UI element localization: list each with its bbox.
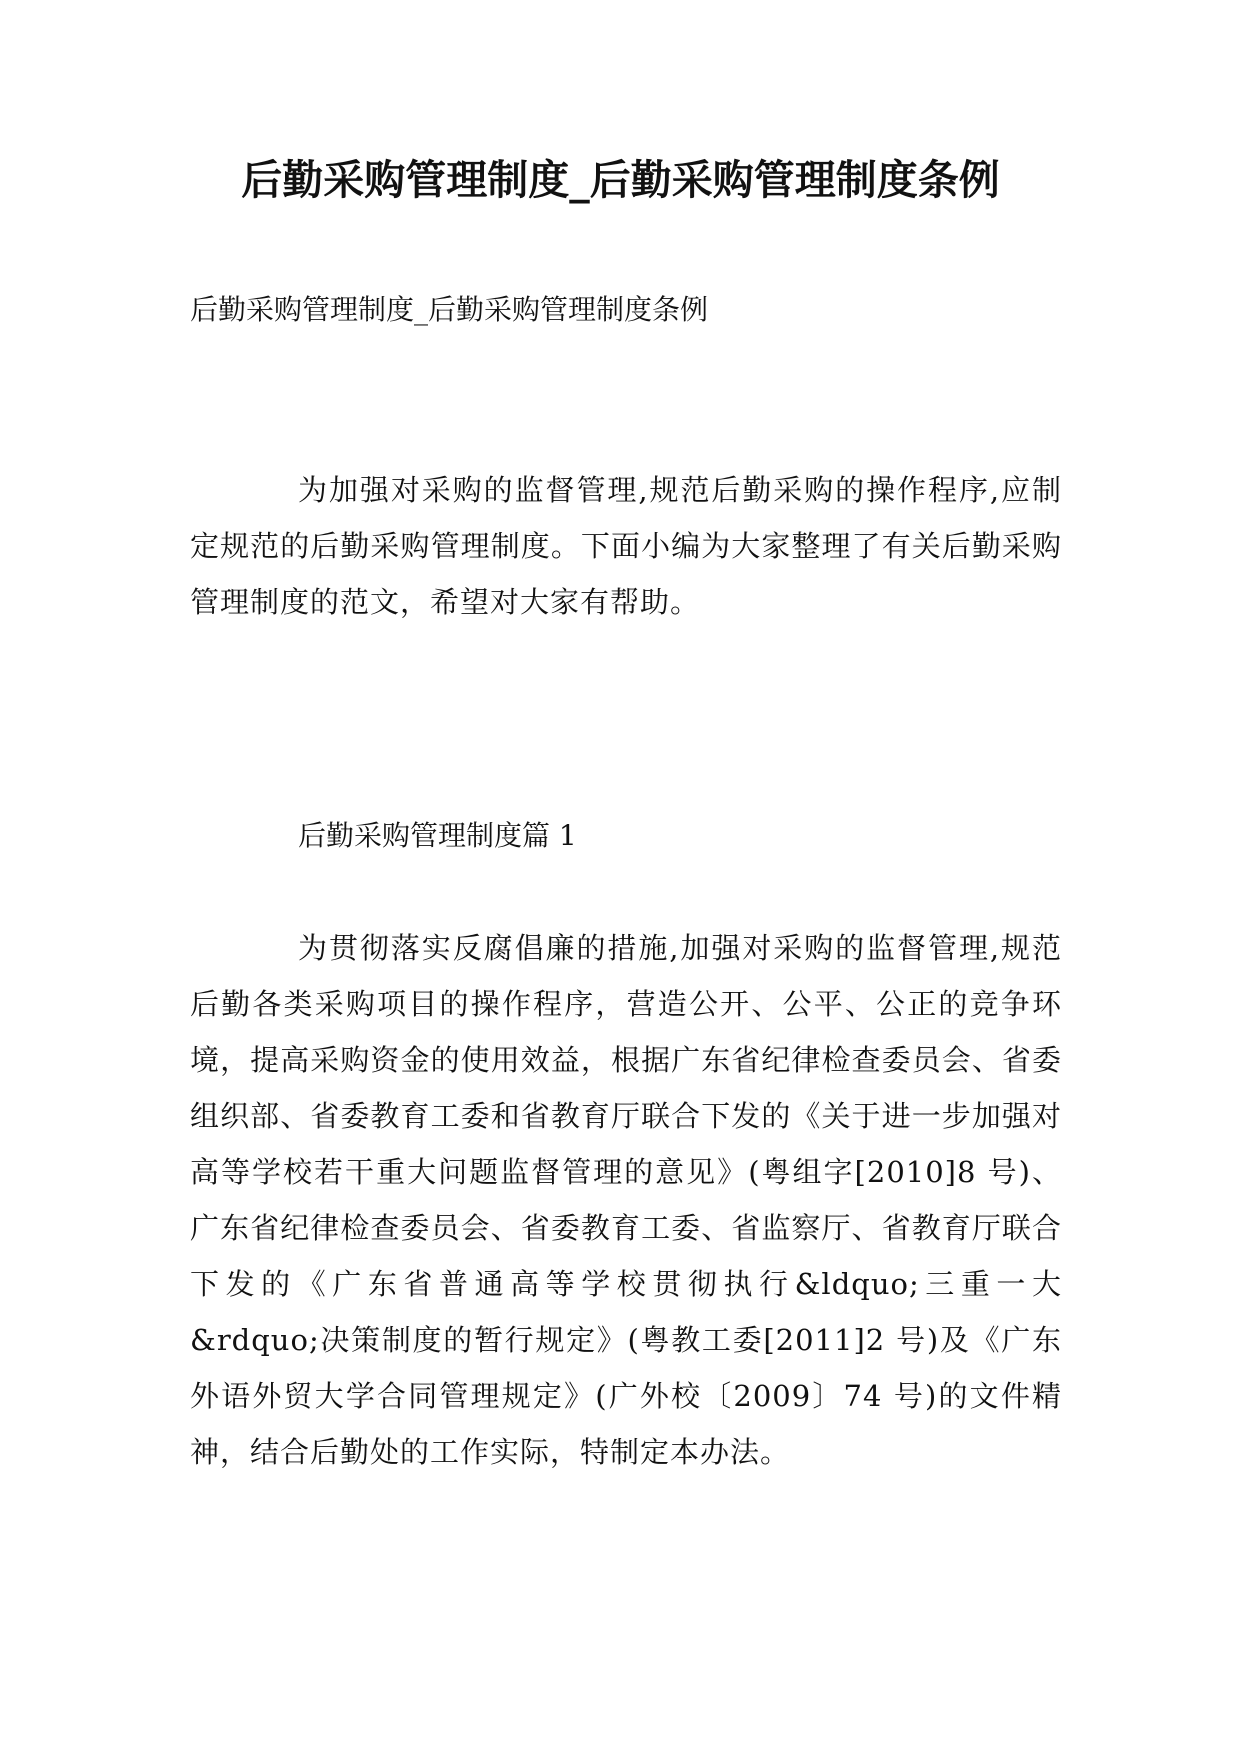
- section-body-paragraph: 为贯彻落实反腐倡廉的措施,加强对采购的监督管理,规范后勤各类采购项目的操作程序，营造公开、公平、公正的竞争环境，提高采购资金的使用效益，根据广东省纪律检查委员会、省委组织部、省委教育工委和省教育厅联合下发的《关于进一步加强对高等学校若干重大问题监督管理的意见》(粤组字[2010]8 号)、广东省纪律检查委员会、省委教育工委、省监察厅、省教育厅联合下发的《广东省普通高等学校贯彻执行&ldquo;三重一大&rdquo;决策制度的暂行规定》(粤教工委[2011]2 号)及《广东外语外贸大学合同管理规定》(广外校〔2009〕74 号)的文件精神，结合后勤处的工作实际，特制定本办法。: [190, 931, 1062, 1469]
- document-subtitle: 后勤采购管理制度_后勤采购管理制度条例: [190, 293, 709, 326]
- document-title: 后勤采购管理制度_后勤采购管理制度条例: [241, 156, 1000, 204]
- section-heading: 后勤采购管理制度篇 1: [298, 819, 577, 852]
- intro-paragraph: 为加强对采购的监督管理,规范后勤采购的操作程序,应制定规范的后勤采购管理制度。下面小编为大家整理了有关后勤采购管理制度的范文，希望对大家有帮助。: [190, 473, 1062, 619]
